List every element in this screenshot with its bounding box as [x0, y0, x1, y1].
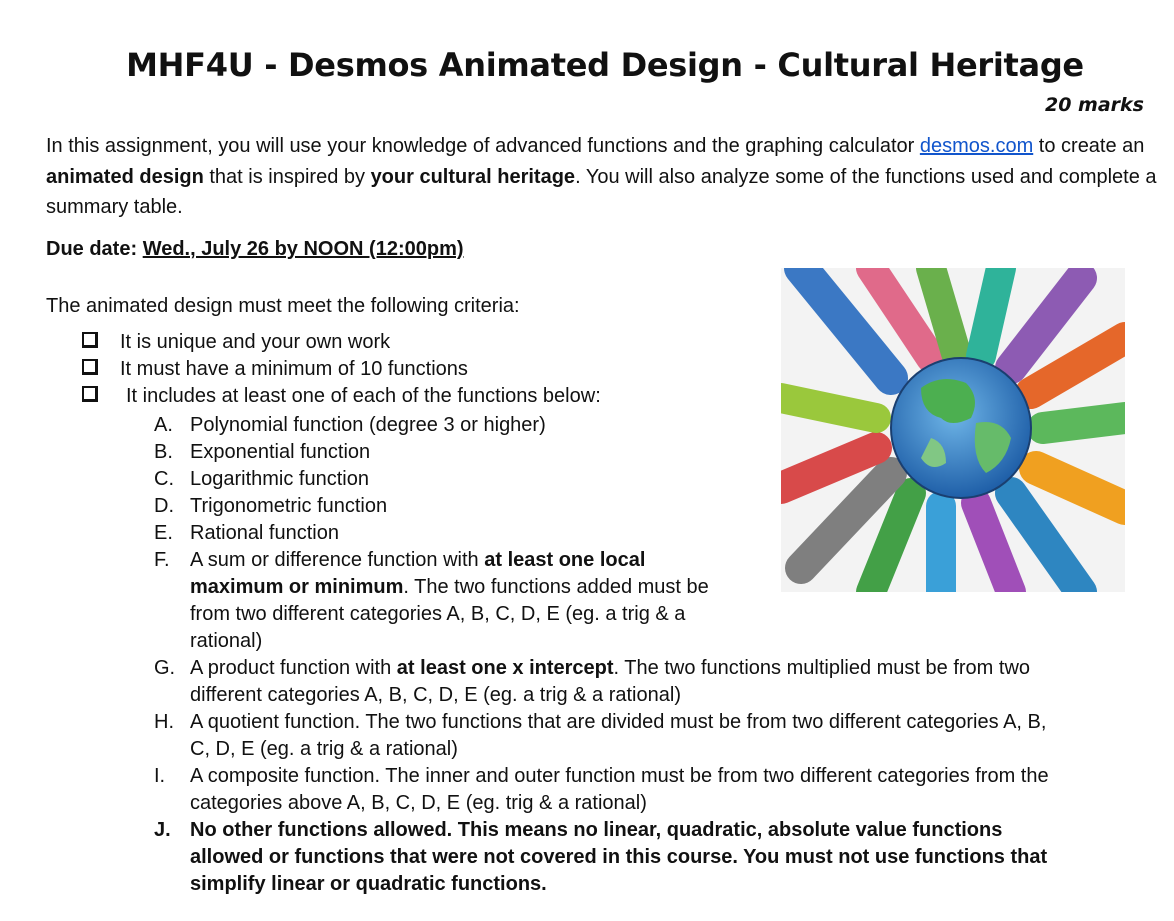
item-text: [190, 709, 1046, 763]
intro-bold-1: animated design: [46, 165, 204, 188]
intro-text-2: to create an: [1033, 135, 1145, 157]
hands-globe-illustration: [781, 268, 1125, 592]
page-title: MHF4U - Desmos Animated Design - Cultural Heritage: [126, 46, 1084, 84]
due-label: Due date:: [46, 238, 143, 260]
item-text-part: from two different categories A, B, C, D, E (eg. a trig & a: [190, 603, 686, 625]
item-label: H.: [154, 711, 174, 733]
checklist-text: It is unique and your own work: [120, 331, 391, 353]
item-label: F.: [154, 549, 170, 571]
due-date-value: Wed., July 26 by NOON (12:00pm): [142, 238, 464, 260]
item-label: J.: [154, 819, 171, 841]
due-date: [46, 238, 464, 261]
item-text-part: A composite function. The inner and outer function must be from two different categories from the: [190, 765, 1049, 787]
item-text: Exponential function: [190, 441, 371, 463]
item-text: [190, 817, 1047, 898]
checklist-text: It includes at least one of each of the functions below:: [126, 385, 601, 407]
item-text-part: A sum or difference function with: [190, 549, 485, 571]
item-text-part: simplify linear or quadratic functions.: [190, 873, 547, 895]
item-bold-part: at least one x intercept: [396, 657, 614, 679]
function-item-h: [154, 709, 1154, 763]
item-text: Trigonometric function: [190, 495, 388, 517]
item-bold-part: at least one local: [484, 549, 646, 571]
item-label: D.: [154, 495, 174, 517]
item-text-part: categories above A, B, C, D, E (eg. trig & a rational): [190, 792, 647, 814]
hands-globe-image: [781, 268, 1125, 592]
item-text-part: allowed or functions that were not covered in this course. You must not use functions that: [190, 846, 1048, 868]
item-label: A.: [154, 414, 173, 436]
intro-text-4: . You will also analyze some of the functions used and complete a summary table.: [46, 165, 1157, 218]
checkbox-icon: [82, 386, 98, 402]
marks-label: 20 marks: [1045, 94, 1144, 116]
checklist-text: It must have a minimum of 10 functions: [120, 358, 468, 380]
checkbox-icon: [82, 332, 98, 348]
checklist-item: [82, 358, 468, 381]
item-text-part: . The two functions added must be: [403, 576, 709, 598]
item-text-part: No other functions allowed. This means no linear, quadratic, absolute value functions: [190, 819, 1003, 841]
item-text-part: A product function with: [190, 657, 397, 679]
item-label: C.: [154, 468, 174, 490]
function-item-f: [154, 547, 774, 655]
item-text-part: . The two functions multiplied must be from two: [613, 657, 1031, 679]
intro-text-3: that is inspired by: [203, 165, 371, 188]
item-text-part: A quotient function. The two functions that are divided must be from two different categories A, B,: [190, 711, 1047, 733]
item-label: E.: [154, 522, 173, 544]
intro-text-1: In this assignment, you will use your knowledge of advanced functions and the graphing calculator: [46, 135, 920, 157]
checkbox-icon: [82, 359, 98, 375]
criteria-intro: The animated design must meet the following criteria:: [46, 295, 520, 317]
checklist-item: [82, 331, 390, 354]
item-text: [190, 655, 1030, 709]
item-text-part: C, D, E (eg. a trig & a rational): [190, 738, 458, 760]
item-text: [190, 547, 709, 655]
item-label: B.: [154, 441, 173, 463]
item-label: I.: [154, 765, 166, 787]
item-text: [190, 763, 1049, 817]
desmos-link[interactable]: desmos.com: [919, 135, 1034, 157]
item-text: Logarithmic function: [190, 468, 369, 490]
function-item-g: [154, 655, 1154, 709]
intro-paragraph: [46, 131, 1161, 223]
checklist-item: [82, 385, 601, 408]
item-text: Rational function: [190, 522, 339, 544]
item-text-part: different categories A, B, C, D, E (eg. a trig & a rational): [190, 684, 681, 706]
intro-bold-2: your cultural heritage: [370, 165, 576, 188]
item-label: G.: [154, 657, 176, 679]
item-text: Polynomial function (degree 3 or higher): [190, 414, 546, 436]
function-item-j: [154, 817, 1154, 898]
function-item-i: [154, 763, 1154, 817]
item-text-part: rational): [190, 630, 263, 652]
item-bold-part: maximum or minimum: [190, 576, 404, 598]
